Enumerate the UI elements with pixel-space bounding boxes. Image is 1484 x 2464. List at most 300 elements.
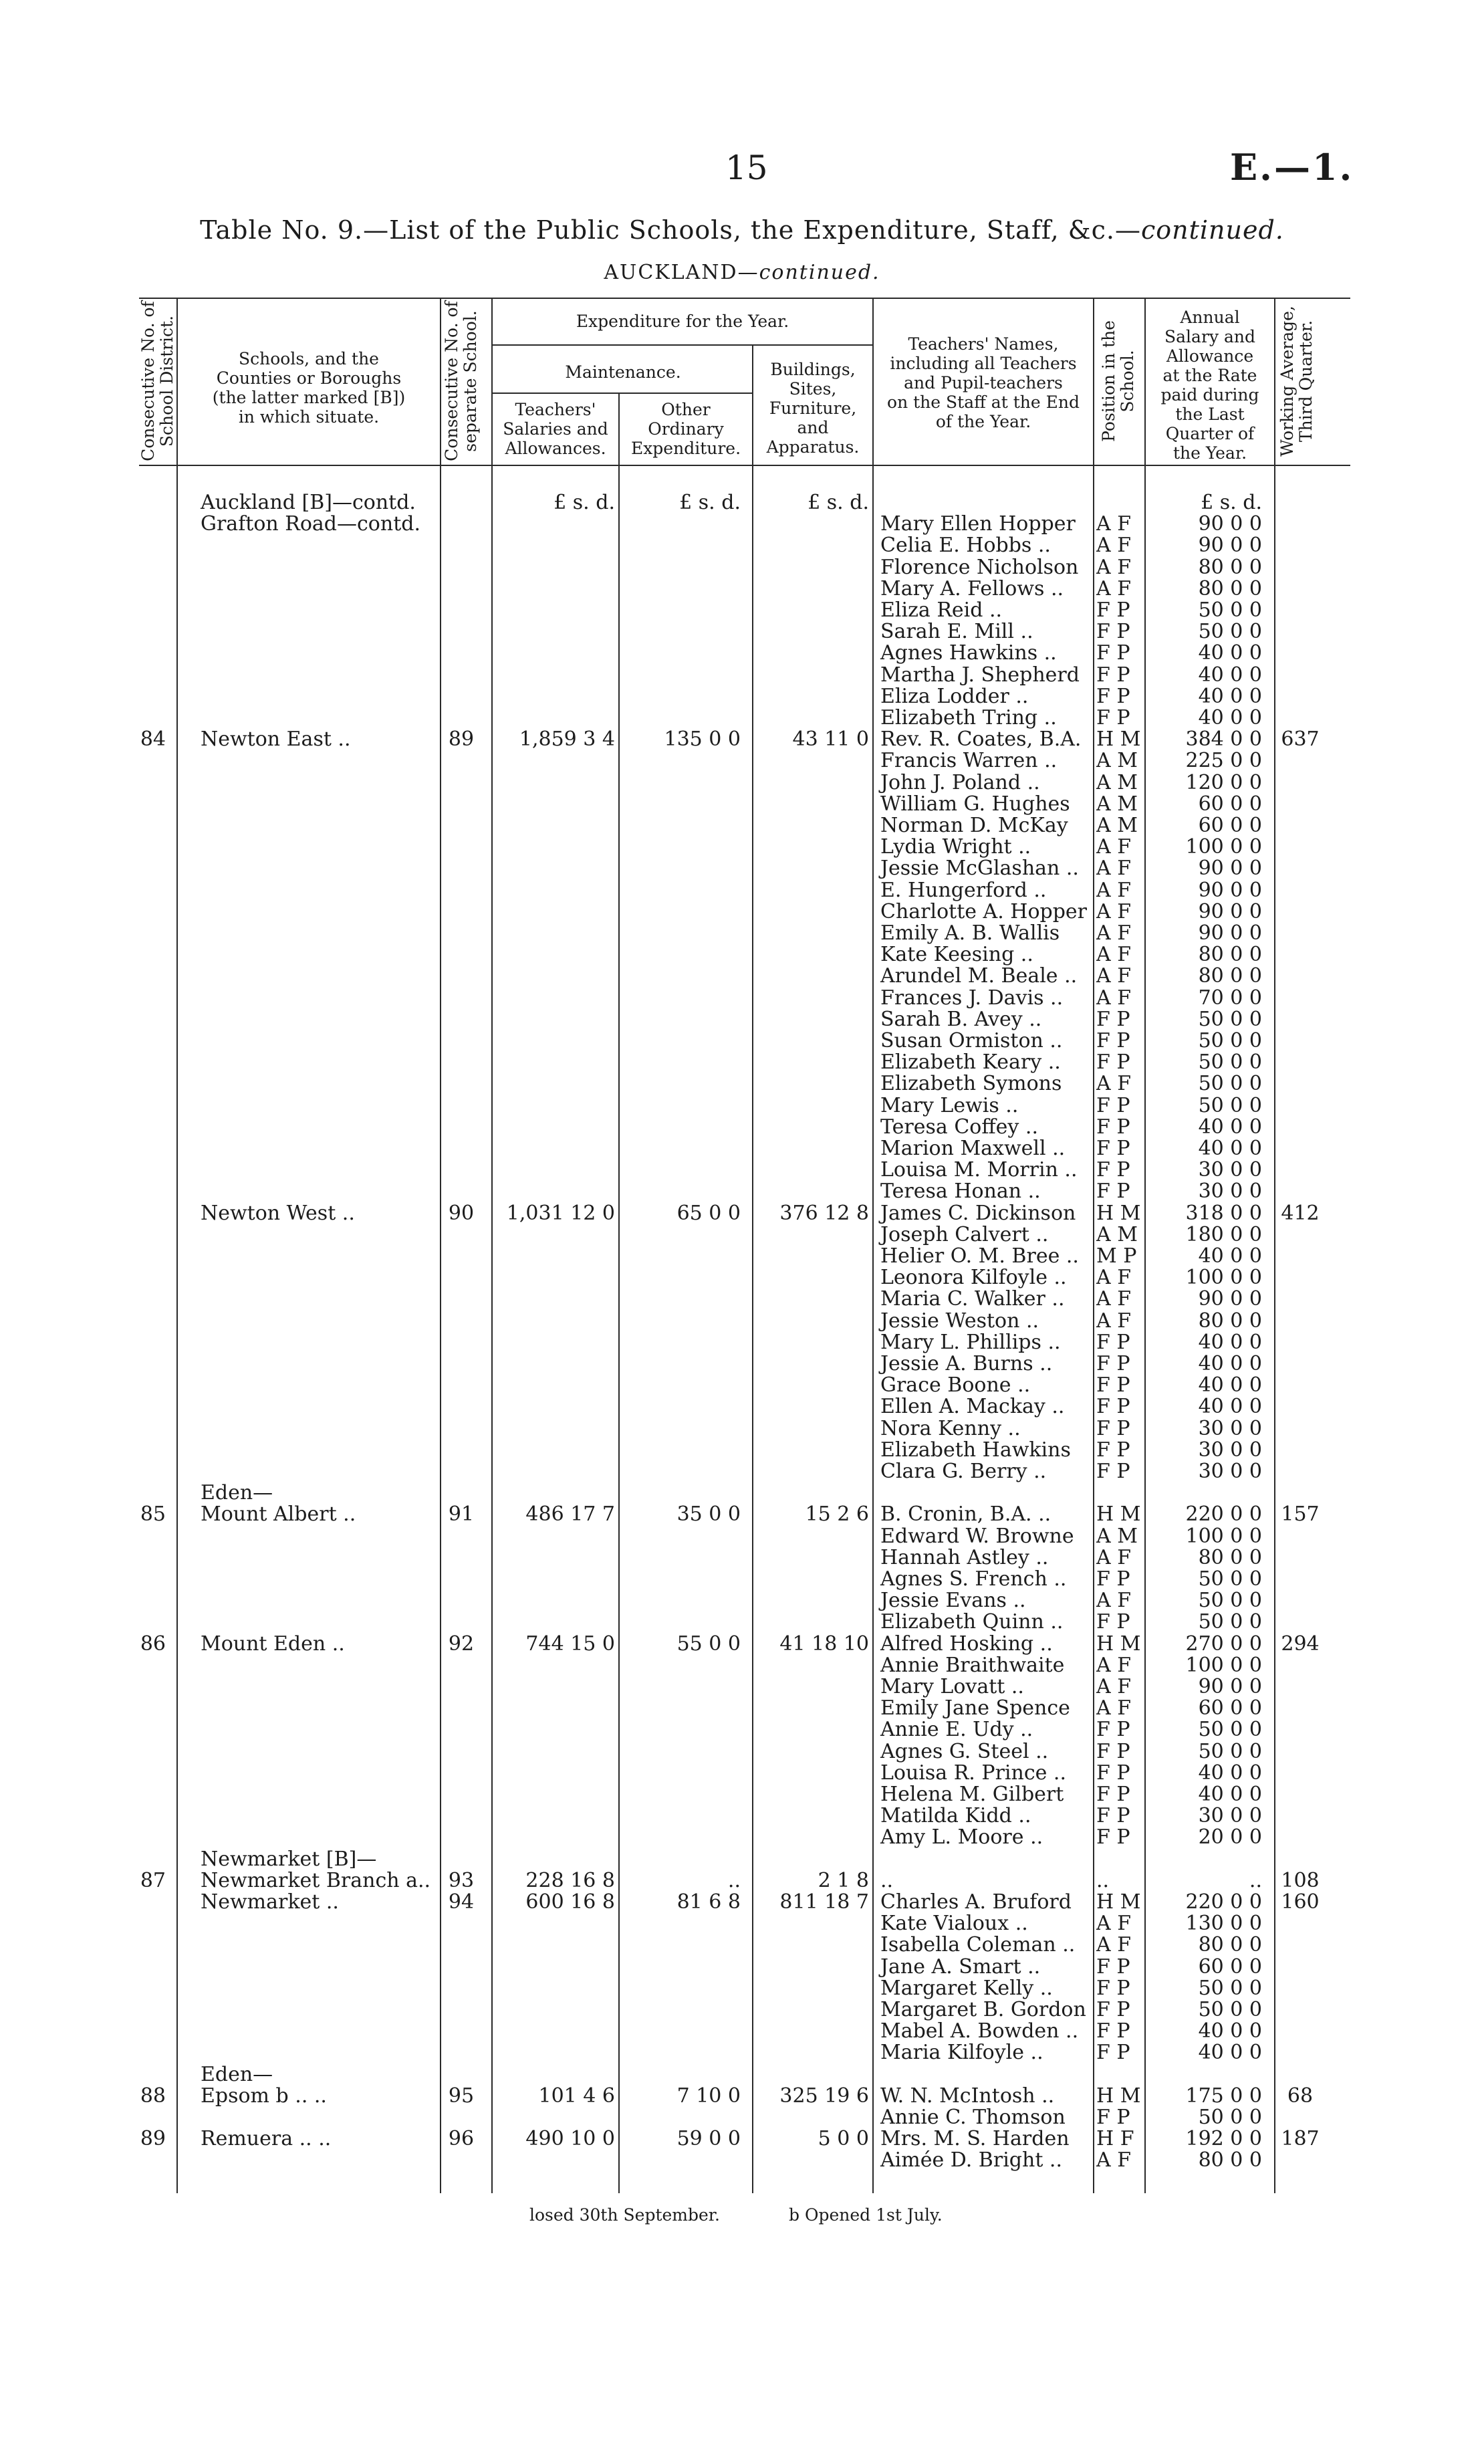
teacher-position: A M [1096, 1524, 1138, 1548]
table-row [0, 1289, 1484, 1310]
table-row [0, 1203, 1484, 1224]
header-schools-line: Counties or Boroughs [216, 368, 402, 388]
teacher-name: Mary Ellen Hopper [880, 512, 1076, 536]
expenditure-rule [491, 344, 872, 346]
table-row [0, 578, 1484, 600]
header-annual-line: the Year. [1172, 443, 1247, 463]
annual-salary: 50 0 0 [1198, 1998, 1262, 2021]
table-row [0, 1418, 1484, 1440]
teacher-name: John J. Poland .. [880, 770, 1040, 794]
annual-salary: 30 0 0 [1198, 1460, 1262, 1483]
annual-salary: 30 0 0 [1198, 1416, 1262, 1440]
annual-salary: 80 0 0 [1198, 576, 1262, 600]
teacher-position: A F [1096, 555, 1132, 579]
teacher-position: F P [1096, 598, 1130, 622]
teacher-name: Mary Lovatt .. [880, 1675, 1024, 1698]
annual-salary: 120 0 0 [1185, 770, 1262, 794]
header-schools-line: Schools, and the [239, 349, 379, 368]
annual-salary: 30 0 0 [1198, 1804, 1262, 1828]
annual-salary: 40 0 0 [1198, 663, 1262, 687]
district-number: 88 [140, 2084, 166, 2108]
annual-salary: 50 0 0 [1198, 1072, 1262, 1096]
teacher-name: B. Cronin, B.A. .. [880, 1502, 1052, 1527]
annual-salary: 20 0 0 [1198, 1825, 1262, 1850]
annual-salary: 100 0 0 [1185, 835, 1262, 859]
header-annual-line: Allowance [1166, 346, 1254, 366]
annual-salary: 50 0 0 [1198, 598, 1262, 622]
teacher-position: F P [1096, 1998, 1130, 2021]
teacher-name: Grace Boone .. [880, 1373, 1031, 1397]
annual-salary: 30 0 0 [1198, 1438, 1262, 1462]
teacher-name: Annie Braithwaite [880, 1653, 1065, 1677]
annual-salary: 220 0 0 [1185, 1502, 1262, 1527]
separate-school-number: 93 [448, 1868, 475, 1892]
working-average: 160 [1281, 1890, 1320, 1914]
teacher-position: F P [1096, 1438, 1130, 1462]
annual-salary: 90 0 0 [1198, 899, 1262, 923]
teacher-name: Sarah E. Mill .. [880, 620, 1033, 644]
salaries-amount: 101 4 6 [538, 2084, 615, 2108]
teacher-position: F P [1096, 2106, 1130, 2129]
teacher-name: Helena M. Gilbert [880, 1783, 1064, 1806]
salaries-amount: 744 15 0 [525, 1632, 615, 1656]
other-expenditure-amount: 35 0 0 [676, 1502, 741, 1527]
teacher-name: Elizabeth Hawkins [880, 1438, 1071, 1462]
separate-school-number: 94 [448, 1890, 475, 1914]
table-row [0, 2086, 1484, 2107]
teacher-position: F P [1096, 1007, 1130, 1031]
annual-salary: 225 0 0 [1185, 749, 1262, 773]
header-separate-no: Consecutive No. of separate School. [442, 301, 480, 461]
annual-salary: 192 0 0 [1185, 2127, 1262, 2151]
table-row [0, 1181, 1484, 1202]
annual-salary: 40 0 0 [1198, 1115, 1262, 1139]
header-annual-line: Salary and [1164, 327, 1255, 346]
header-salaries-line: Allowances. [505, 439, 606, 458]
teacher-name: Jane A. Smart .. [880, 1954, 1041, 1979]
teacher-position: H M [1096, 1632, 1141, 1656]
header-teachers-line: and Pupil-teachers [904, 373, 1063, 393]
teacher-name: Amy L. Moore .. [880, 1825, 1043, 1850]
teacher-name: .. [880, 1868, 894, 1892]
other-expenditure-amount: £ s. d. [679, 491, 741, 514]
annual-salary: 318 0 0 [1185, 1201, 1262, 1225]
table-row [0, 1482, 1484, 1504]
teacher-position: A F [1096, 512, 1132, 536]
teacher-position: A F [1096, 857, 1132, 881]
teacher-name: Jessie A. Burns .. [880, 1352, 1053, 1375]
teacher-position: H M [1096, 1201, 1141, 1225]
salaries-amount: 228 16 8 [525, 1868, 615, 1892]
table-row [0, 1073, 1484, 1095]
teacher-name: Elizabeth Keary .. [880, 1050, 1061, 1075]
teacher-name: Annie C. Thomson [880, 2106, 1066, 2129]
separate-school-number: 92 [448, 1632, 475, 1656]
table-row [0, 2042, 1484, 2063]
annual-salary: 50 0 0 [1198, 1976, 1262, 2000]
teacher-name: Celia E. Hobbs .. [880, 534, 1051, 558]
teacher-name: Eliza Lodder .. [880, 684, 1029, 708]
teacher-name: Mary A. Fellows .. [880, 576, 1064, 600]
table-row [0, 1504, 1484, 1525]
header-schools-line: (the latter marked [B]) [212, 388, 406, 407]
working-average: 637 [1281, 727, 1320, 752]
separate-school-number: 89 [448, 727, 475, 752]
table-row [0, 686, 1484, 707]
school-name: Mount Eden .. [201, 1632, 345, 1656]
school-name: Mount Albert .. [201, 1502, 356, 1527]
maintenance-rule [491, 393, 752, 394]
table-row [0, 621, 1484, 643]
teacher-name: W. N. McIntosh .. [880, 2084, 1055, 2108]
header-teachers-line: on the Staff at the End [887, 393, 1080, 412]
teacher-name: Emily Jane Spence [880, 1696, 1070, 1720]
school-name: Newton West .. [201, 1201, 355, 1225]
region-name: AUCKLAND— [604, 261, 759, 284]
header-teachers-line: Teachers' Names, [908, 334, 1059, 354]
header-teachers-line: including all Teachers [890, 354, 1077, 373]
teacher-name: Kate Vialoux .. [880, 1912, 1028, 1936]
header-other-line: Expenditure. [630, 439, 741, 458]
teacher-position: A F [1096, 576, 1132, 600]
table-top-rule [139, 298, 1350, 299]
other-expenditure-amount: 59 0 0 [676, 2127, 741, 2151]
separate-school-number: 91 [448, 1502, 475, 1527]
other-expenditure-amount: 55 0 0 [676, 1632, 741, 1656]
table-row [0, 1246, 1484, 1267]
table-row [0, 2128, 1484, 2150]
annual-salary: 90 0 0 [1198, 857, 1262, 881]
table-row [0, 1763, 1484, 1784]
teacher-name: William G. Hughes [880, 792, 1070, 816]
annual-salary: 90 0 0 [1198, 1287, 1262, 1311]
annual-salary: 50 0 0 [1198, 1093, 1262, 1117]
teacher-position: F P [1096, 1416, 1130, 1440]
school-name: Grafton Road—contd. [201, 512, 420, 536]
table-row [0, 1590, 1484, 1611]
table-row [0, 1934, 1484, 1956]
table-row [0, 901, 1484, 923]
teacher-position: F P [1096, 2041, 1130, 2065]
table-row [0, 2064, 1484, 2086]
teacher-position: H M [1096, 2084, 1141, 2108]
teacher-position: A F [1096, 921, 1132, 945]
table-row [0, 1052, 1484, 1073]
teacher-name: Eliza Reid .. [880, 598, 1003, 622]
annual-salary: 60 0 0 [1198, 814, 1262, 837]
teacher-name: Elizabeth Quinn .. [880, 1610, 1064, 1634]
table-row [0, 1030, 1484, 1052]
teacher-name: Maria Kilfoyle .. [880, 2041, 1043, 2065]
school-name: Newmarket Branch a.. [201, 1868, 431, 1892]
annual-salary: 50 0 0 [1198, 2106, 1262, 2129]
annual-salary: 40 0 0 [1198, 2019, 1262, 2043]
teacher-name: Rev. R. Coates, B.A. [880, 727, 1082, 752]
teacher-name: Jessie Weston .. [880, 1309, 1039, 1333]
teacher-position: A F [1096, 1933, 1132, 1957]
teacher-position: F P [1096, 1180, 1130, 1204]
table-row [0, 1569, 1484, 1590]
table-row [0, 923, 1484, 944]
teacher-name: James C. Dickinson [880, 1201, 1076, 1225]
header-position: Position in the School. [1099, 320, 1137, 442]
table-row [0, 815, 1484, 836]
teacher-position: A M [1096, 1222, 1138, 1246]
footnote-a: losed 30th September. [529, 2205, 720, 2225]
teacher-position: F P [1096, 2019, 1130, 2043]
header-salaries-line: Teachers' [515, 400, 596, 419]
annual-salary: £ s. d. [1201, 491, 1262, 514]
header-salaries [493, 400, 618, 458]
teacher-position: A F [1096, 1266, 1132, 1290]
teacher-position: F P [1096, 620, 1130, 644]
other-expenditure-amount: 81 6 8 [676, 1890, 741, 1914]
teacher-name: Susan Ormiston .. [880, 1029, 1063, 1052]
annual-salary: 40 0 0 [1198, 1137, 1262, 1160]
header-other-line: Ordinary [648, 419, 724, 439]
table-row [0, 1138, 1484, 1159]
annual-salary: 90 0 0 [1198, 878, 1262, 902]
teacher-name: Matilda Kidd .. [880, 1804, 1031, 1828]
header-other [620, 400, 751, 458]
teacher-position: F P [1096, 1610, 1130, 1634]
table-row [0, 1978, 1484, 1999]
title-main: Table No. 9.—List of the Public Schools, the Expenditure, Staff, &c.— [200, 215, 1141, 245]
table-row [0, 1698, 1484, 1719]
teacher-name: Annie E. Udy .. [880, 1718, 1033, 1742]
teacher-name: Hannah Astley .. [880, 1545, 1049, 1569]
header-annual-line: the Last [1175, 405, 1245, 424]
annual-salary: 80 0 0 [1198, 964, 1262, 988]
teacher-position: F P [1096, 1825, 1130, 1850]
teacher-position: F P [1096, 1158, 1130, 1182]
school-name: Remuera .. .. [201, 2127, 332, 2151]
table-row [0, 2150, 1484, 2171]
teacher-position: H M [1096, 1502, 1141, 1527]
annual-salary: 60 0 0 [1198, 792, 1262, 816]
teacher-name: Frances J. Davis .. [880, 986, 1064, 1010]
buildings-amount: 2 1 8 [818, 1868, 869, 1892]
region-subtitle [0, 261, 1484, 284]
annual-salary: 100 0 0 [1185, 1524, 1262, 1548]
title-continued: continued. [1140, 215, 1284, 245]
table-title [0, 215, 1484, 245]
table-row [0, 514, 1484, 535]
table-row [0, 1311, 1484, 1332]
separate-school-number: 96 [448, 2127, 475, 2151]
table-row [0, 1267, 1484, 1289]
teacher-position: M P [1096, 1244, 1137, 1268]
teacher-position: F P [1096, 1976, 1130, 2000]
teacher-position: F P [1096, 706, 1130, 730]
teacher-position: F P [1096, 1050, 1130, 1075]
header-annual-line: Quarter of [1165, 424, 1255, 443]
teacher-position: F P [1096, 1460, 1130, 1483]
annual-salary: 60 0 0 [1198, 1696, 1262, 1720]
teacher-name: Mrs. M. S. Harden [880, 2127, 1070, 2151]
teacher-position: .. [1096, 1868, 1110, 1892]
teacher-position: F P [1096, 1029, 1130, 1052]
header-buildings-line: Furniture, [769, 399, 857, 418]
teacher-position: A F [1096, 1589, 1132, 1613]
teacher-position: F P [1096, 1761, 1130, 1785]
teacher-name: Elizabeth Tring .. [880, 706, 1057, 730]
annual-salary: 100 0 0 [1185, 1653, 1262, 1677]
teacher-name: Agnes S. French .. [880, 1567, 1067, 1591]
table-row [0, 600, 1484, 621]
table-row [0, 729, 1484, 750]
teacher-name: Mary L. Phillips .. [880, 1330, 1061, 1354]
annual-salary: 130 0 0 [1185, 1912, 1262, 1936]
table-row [0, 944, 1484, 966]
annual-salary: 90 0 0 [1198, 1675, 1262, 1698]
school-name: Auckland [B]—contd. [201, 491, 416, 514]
teacher-position: F P [1096, 1954, 1130, 1979]
table-row [0, 643, 1484, 664]
teacher-name: Aimée D. Bright .. [880, 2148, 1062, 2172]
annual-salary: 50 0 0 [1198, 1567, 1262, 1591]
annual-salary: 70 0 0 [1198, 986, 1262, 1010]
teacher-position: A F [1096, 1696, 1132, 1720]
salaries-amount: 1,031 12 0 [506, 1201, 615, 1225]
annual-salary: 30 0 0 [1198, 1158, 1262, 1182]
table-row [0, 1870, 1484, 1892]
table-row [0, 492, 1484, 514]
header-maintenance: Maintenance. [565, 362, 681, 382]
teacher-name: Ellen A. Mackay .. [880, 1395, 1065, 1419]
teacher-position: A F [1096, 1912, 1132, 1936]
teacher-position: F P [1096, 1137, 1130, 1160]
teacher-position: F P [1096, 663, 1130, 687]
school-name: Eden— [201, 2062, 273, 2086]
teacher-name: Louisa R. Prince .. [880, 1761, 1066, 1785]
teacher-position: F P [1096, 684, 1130, 708]
table-row [0, 836, 1484, 858]
teacher-name: Teresa Honan .. [880, 1180, 1041, 1204]
table-row [0, 794, 1484, 815]
teacher-name: Nora Kenny .. [880, 1416, 1021, 1440]
other-expenditure-amount: 135 0 0 [664, 727, 741, 752]
teacher-position: F P [1096, 1739, 1130, 1763]
teacher-name: Louisa M. Morrin .. [880, 1158, 1078, 1182]
teacher-position: F P [1096, 1373, 1130, 1397]
teacher-position: F P [1096, 1330, 1130, 1354]
annual-salary: 40 0 0 [1198, 1352, 1262, 1375]
teacher-position: A F [1096, 2148, 1132, 2172]
other-expenditure-amount: .. [727, 1868, 741, 1892]
header-annual [1146, 308, 1273, 463]
table-row [0, 1827, 1484, 1848]
teacher-position: H M [1096, 1890, 1141, 1914]
annual-salary: 40 0 0 [1198, 1373, 1262, 1397]
working-average: 294 [1281, 1632, 1320, 1656]
header-working-average: Working Average, Third Quarter. [1277, 306, 1316, 457]
annual-salary: 90 0 0 [1198, 921, 1262, 945]
teacher-position: F P [1096, 1567, 1130, 1591]
header-buildings-line: Buildings, [770, 360, 856, 379]
teacher-position: A F [1096, 986, 1132, 1010]
header-annual-line: at the Rate [1162, 366, 1257, 385]
header-schools-line: in which situate. [238, 407, 380, 427]
annual-salary: 60 0 0 [1198, 1954, 1262, 1979]
table-row [0, 1440, 1484, 1461]
teacher-name: Charles A. Bruford [880, 1890, 1072, 1914]
teacher-name: Leonora Kilfoyle .. [880, 1266, 1067, 1290]
teacher-position: F P [1096, 1783, 1130, 1806]
header-annual-line: paid during [1160, 385, 1259, 405]
district-number: 84 [140, 727, 166, 752]
table-row [0, 1784, 1484, 1805]
teacher-position: A F [1096, 878, 1132, 902]
working-average: 108 [1281, 1868, 1320, 1892]
region-continued: continued. [759, 261, 880, 284]
teacher-name: Agnes G. Steel .. [880, 1739, 1049, 1763]
teacher-position: F P [1096, 1804, 1130, 1828]
teacher-name: Kate Keesing .. [880, 943, 1033, 967]
table-row [0, 858, 1484, 879]
table-row [0, 750, 1484, 772]
teacher-name: Norman D. McKay [880, 814, 1068, 837]
teacher-position: F P [1096, 1718, 1130, 1742]
buildings-amount: 325 19 6 [779, 2084, 869, 2108]
annual-salary: 80 0 0 [1198, 1309, 1262, 1333]
annual-salary: 40 0 0 [1198, 684, 1262, 708]
teacher-name: Emily A. B. Wallis [880, 921, 1060, 945]
table-row [0, 1892, 1484, 1913]
teacher-name: Sarah B. Avey .. [880, 1007, 1042, 1031]
annual-salary: 40 0 0 [1198, 1395, 1262, 1419]
table-row [0, 1655, 1484, 1676]
teacher-position: A F [1096, 534, 1132, 558]
header-annual-line: Annual [1180, 308, 1240, 327]
table-row [0, 1719, 1484, 1741]
table-row [0, 1611, 1484, 1633]
table-row [0, 1095, 1484, 1117]
header-salaries-line: Salaries and [503, 419, 608, 439]
teacher-position: F P [1096, 1352, 1130, 1375]
annual-salary: 220 0 0 [1185, 1890, 1262, 1914]
teacher-name: Agnes Hawkins .. [880, 641, 1057, 665]
teacher-position: F P [1096, 1115, 1130, 1139]
table-row [0, 772, 1484, 794]
page-number: 15 [725, 148, 768, 187]
header-buildings-line: and [797, 418, 829, 437]
annual-salary: 80 0 0 [1198, 943, 1262, 967]
annual-salary: 40 0 0 [1198, 1761, 1262, 1785]
teacher-name: Joseph Calvert .. [880, 1222, 1049, 1246]
teacher-position: A F [1096, 1545, 1132, 1569]
table-row [0, 1913, 1484, 1934]
table-row [0, 988, 1484, 1009]
table-row [0, 1676, 1484, 1698]
annual-salary: 40 0 0 [1198, 1244, 1262, 1268]
teacher-position: A F [1096, 1287, 1132, 1311]
teacher-position: F P [1096, 1093, 1130, 1117]
teacher-position: A F [1096, 1653, 1132, 1677]
buildings-amount: 376 12 8 [779, 1201, 869, 1225]
school-name: Newton East .. [201, 727, 351, 752]
annual-salary: 175 0 0 [1185, 2084, 1262, 2108]
table-row [0, 535, 1484, 556]
table-row [0, 1159, 1484, 1181]
table-row [0, 1849, 1484, 1870]
buildings-amount: 811 18 7 [779, 1890, 869, 1914]
teacher-position: A M [1096, 792, 1138, 816]
annual-salary: 50 0 0 [1198, 1589, 1262, 1613]
table-row [0, 1741, 1484, 1763]
annual-salary: 100 0 0 [1185, 1266, 1262, 1290]
teacher-position: A F [1096, 1072, 1132, 1096]
